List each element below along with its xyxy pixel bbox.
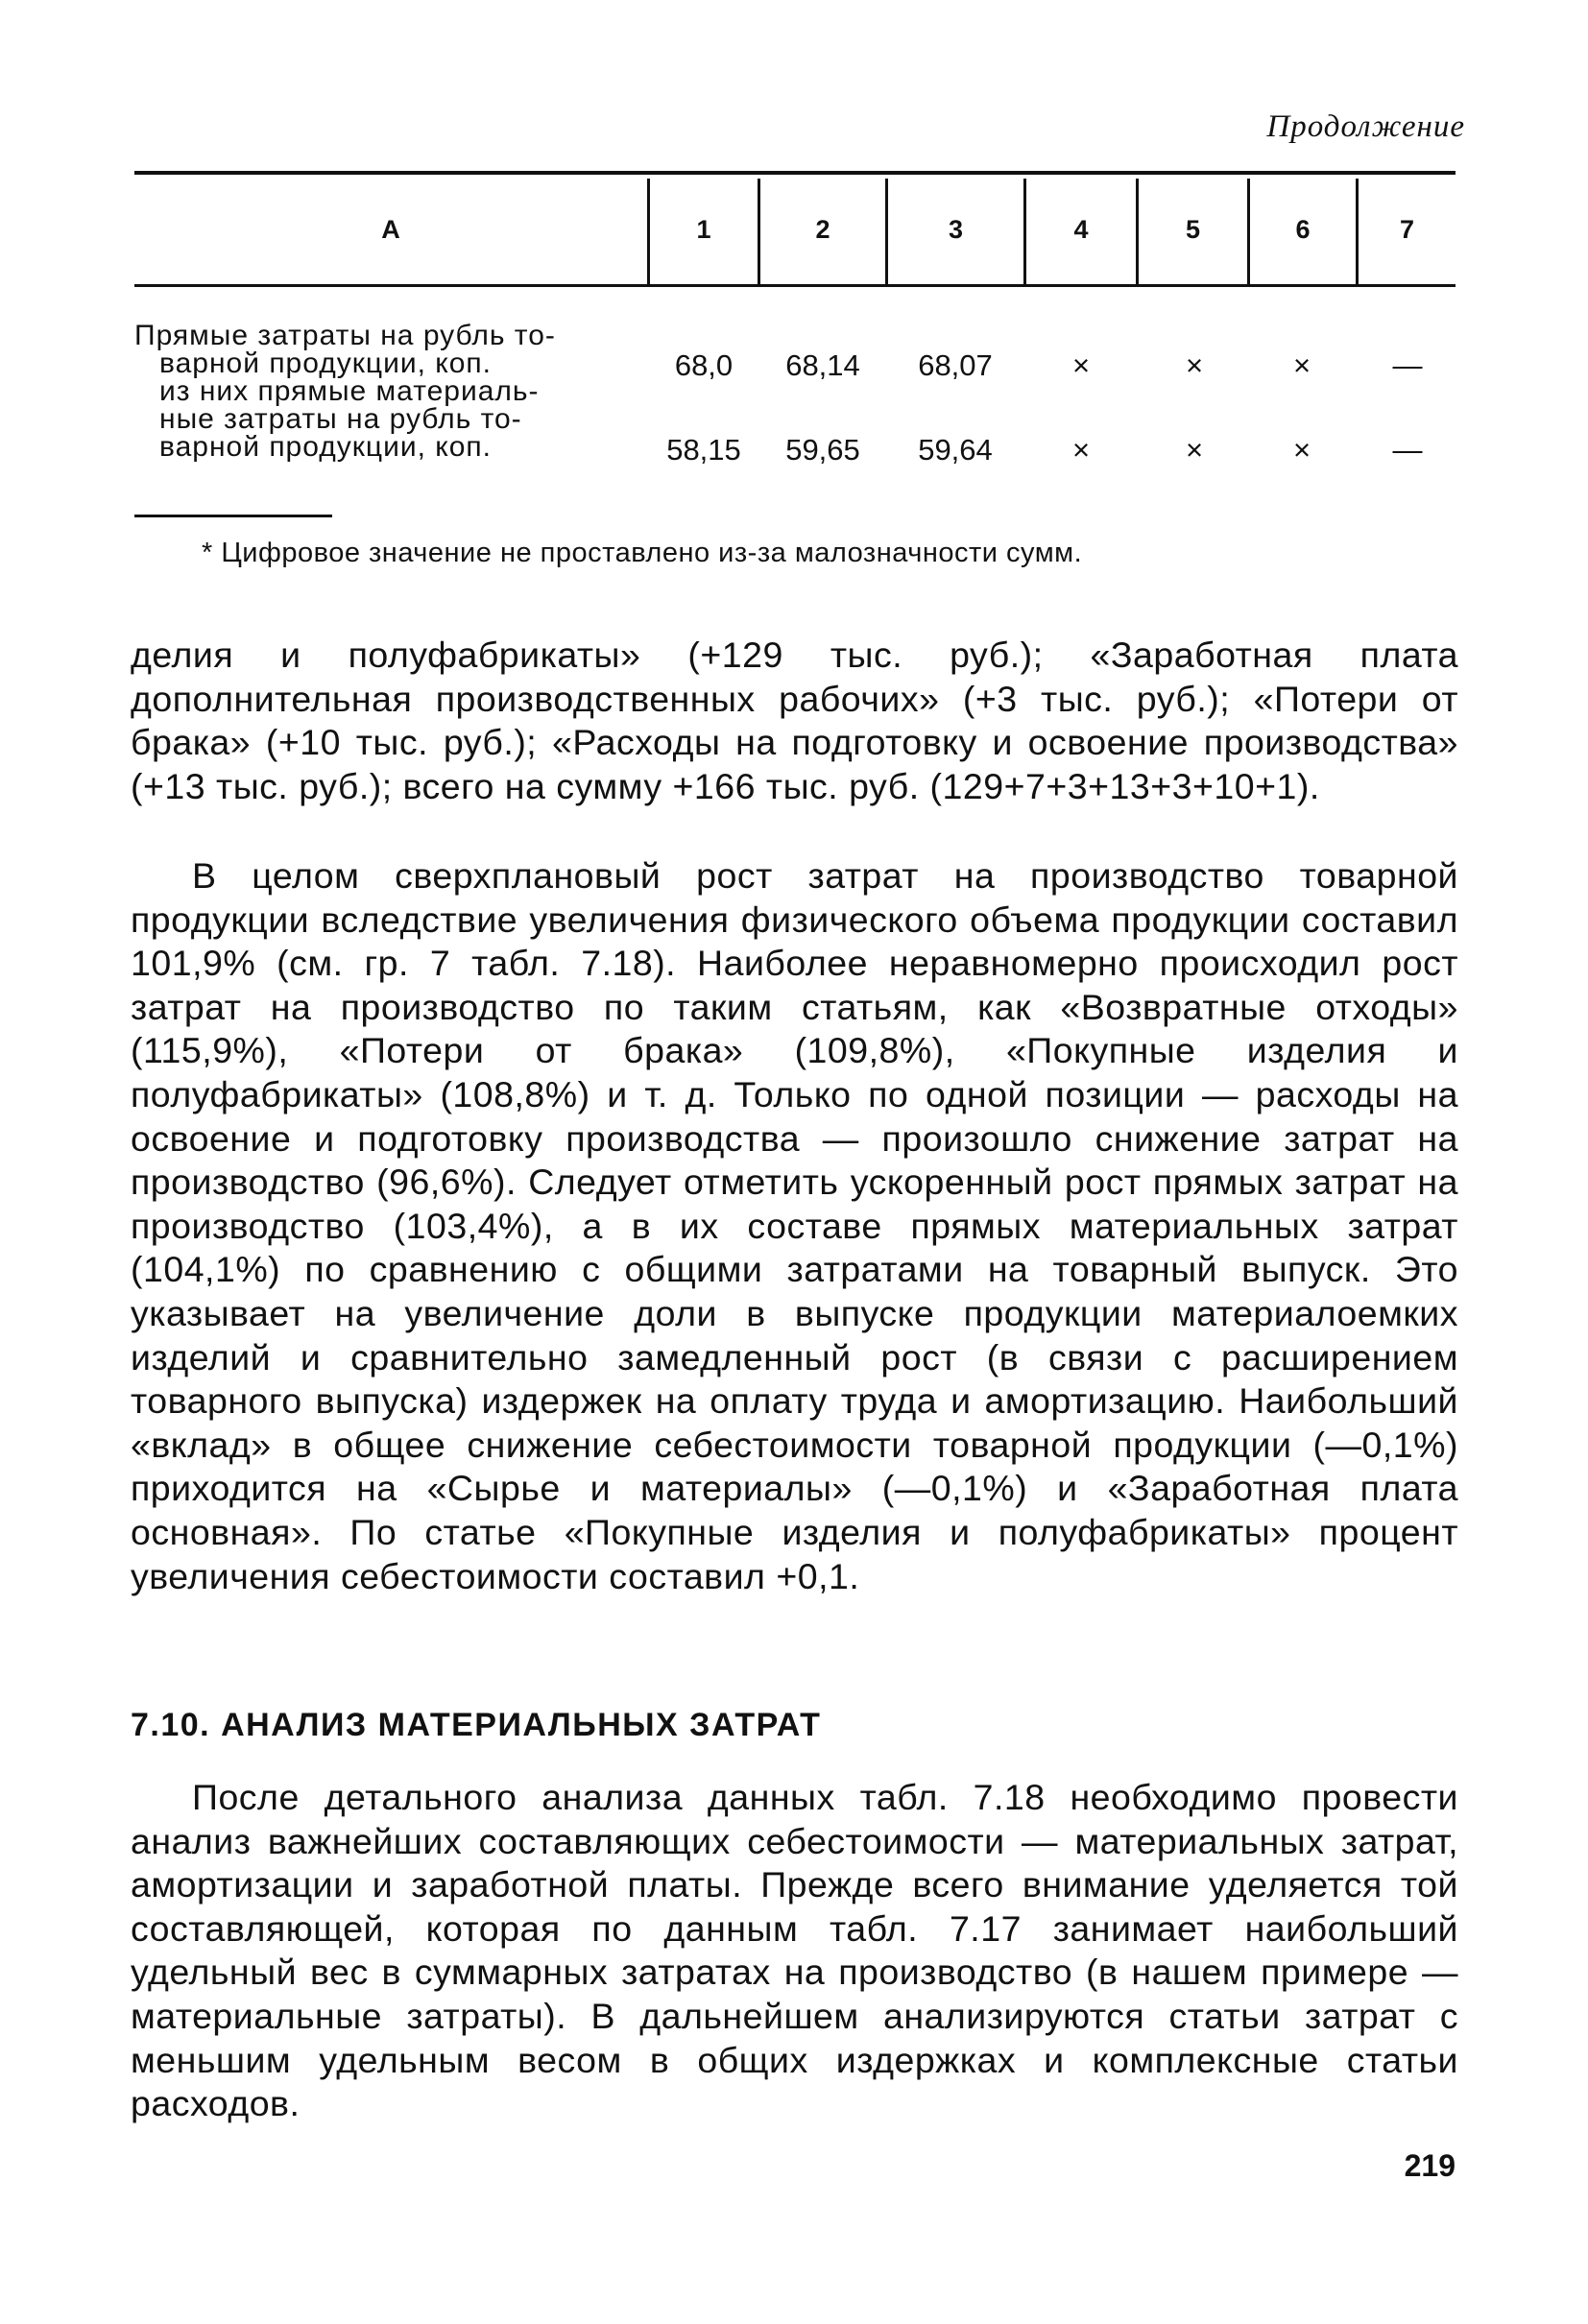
table-cell: × (1292, 348, 1311, 382)
table-cell: × (1185, 433, 1204, 467)
paragraph-text: В целом сверхплановый рост затрат на производство товарной продукции вследствие увеличения физического объема продукции составил 101,9% (см. гр. 7 табл. 7.18). Наиболее неравномерно происходил рост затрат на производство по таким статьям, как «Возвратные отходы» (115,9%), «Потери от брака» (109,8%), «Покупные изделия и полуфабрикаты» (108,8%) и т. д. Только по одной позиции — расходы на освоение и подготовку производства — произошло снижение затрат на производство (96,6%). Следует отметить ускоренный рост прямых затрат на производство (103,4%), а в их составе прямых материальных затрат (104,1%) по сравнению с общими затратами на товарный выпуск. Это указывает на увеличение доли в выпуске продукции материалоемких изделий и сравнительно замедленный рост (в связи с расширением товарного выпуска) издержек на оплату труда и амортизацию. Наибольший «вклад» в общее снижение себестоимости товарной продукции (—0,1%) приходится на «Сырье и материалы» (—0,1%) и «Заработная плата основная». По статье «Покупные изделия и полуфабрикаты» процент увеличения себестоимости составил +0,1. (131, 855, 1458, 1596)
table-body (134, 287, 1456, 514)
paragraph-material-costs (131, 1776, 1458, 2126)
data-table (134, 171, 1456, 514)
footnote-rule (134, 515, 332, 517)
paragraph-continuation (131, 634, 1458, 808)
table-cell: 68,07 (918, 348, 993, 382)
table-cell: × (1071, 433, 1091, 467)
row-label-line: варной продукции, коп. (159, 431, 492, 463)
column-header-a: А (381, 214, 400, 244)
table-cell: × (1071, 348, 1091, 382)
table-cell: 68,0 (674, 348, 734, 382)
column-header-6: 6 (1295, 214, 1311, 244)
table-cell: × (1292, 433, 1311, 467)
row-label-line: варной продукции, коп. (159, 347, 492, 379)
row-label-line: из них прямые материаль- (159, 375, 540, 407)
column-header-3: 3 (948, 214, 964, 244)
row-label-material-costs (134, 377, 678, 461)
paragraph-text: делия и полуфабрикаты» (+129 тыс. руб.); «Заработная плата дополнительная производственных рабочих» (+3 тыс. руб.); «Потери от брака» (+10 тыс. руб.); «Расходы на подготовку и освоение производства» (+13 тыс. руб.); всего на сумму +166 тыс. руб. (129+7+3+13+3+10+1). (131, 635, 1458, 806)
column-header-2: 2 (815, 214, 830, 244)
continuation-label: Продолжение (1266, 109, 1465, 144)
table-header (134, 175, 1456, 284)
row-label-line: Прямые затраты на рубль то- (134, 320, 556, 351)
table-cell: — (1392, 433, 1423, 467)
page-number: 219 (1404, 2148, 1456, 2183)
paragraph-text: После детального анализа данных табл. 7.18 необходимо провести анализ важнейших составляющих себестоимости — материальных затрат, амортизации и заработной платы. Прежде всего внимание уделяется той составляющей, которая по данным табл. 7.17 занимает наибольший удельный вес в суммарных затратах на производство (в нашем примере — материальные затраты). В дальнейшем анализируются статьи затрат с меньшим удельным весом в общих издержках и комплексные статьи расходов. (131, 1777, 1458, 2124)
column-header-7: 7 (1399, 214, 1415, 244)
table-cell: 68,14 (785, 348, 860, 382)
table-cell: × (1185, 348, 1204, 382)
table-cell: 59,65 (785, 433, 860, 467)
paragraph-growth-analysis (131, 854, 1458, 1598)
section-heading: 7.10. АНАЛИЗ МАТЕРИАЛЬНЫХ ЗАТРАТ (131, 1707, 822, 1743)
table-cell: 58,15 (666, 433, 741, 467)
table-cell: 59,64 (918, 433, 993, 467)
table-cell: — (1392, 348, 1423, 382)
row-label-line: ные затраты на рубль то- (159, 403, 522, 435)
column-header-4: 4 (1073, 214, 1089, 244)
column-header-1: 1 (696, 214, 711, 244)
column-header-5: 5 (1185, 214, 1201, 244)
table-footnote: * Цифровое значение не проставлено из-за малозначности сумм. (202, 538, 1083, 568)
row-label-direct-costs (134, 322, 653, 377)
